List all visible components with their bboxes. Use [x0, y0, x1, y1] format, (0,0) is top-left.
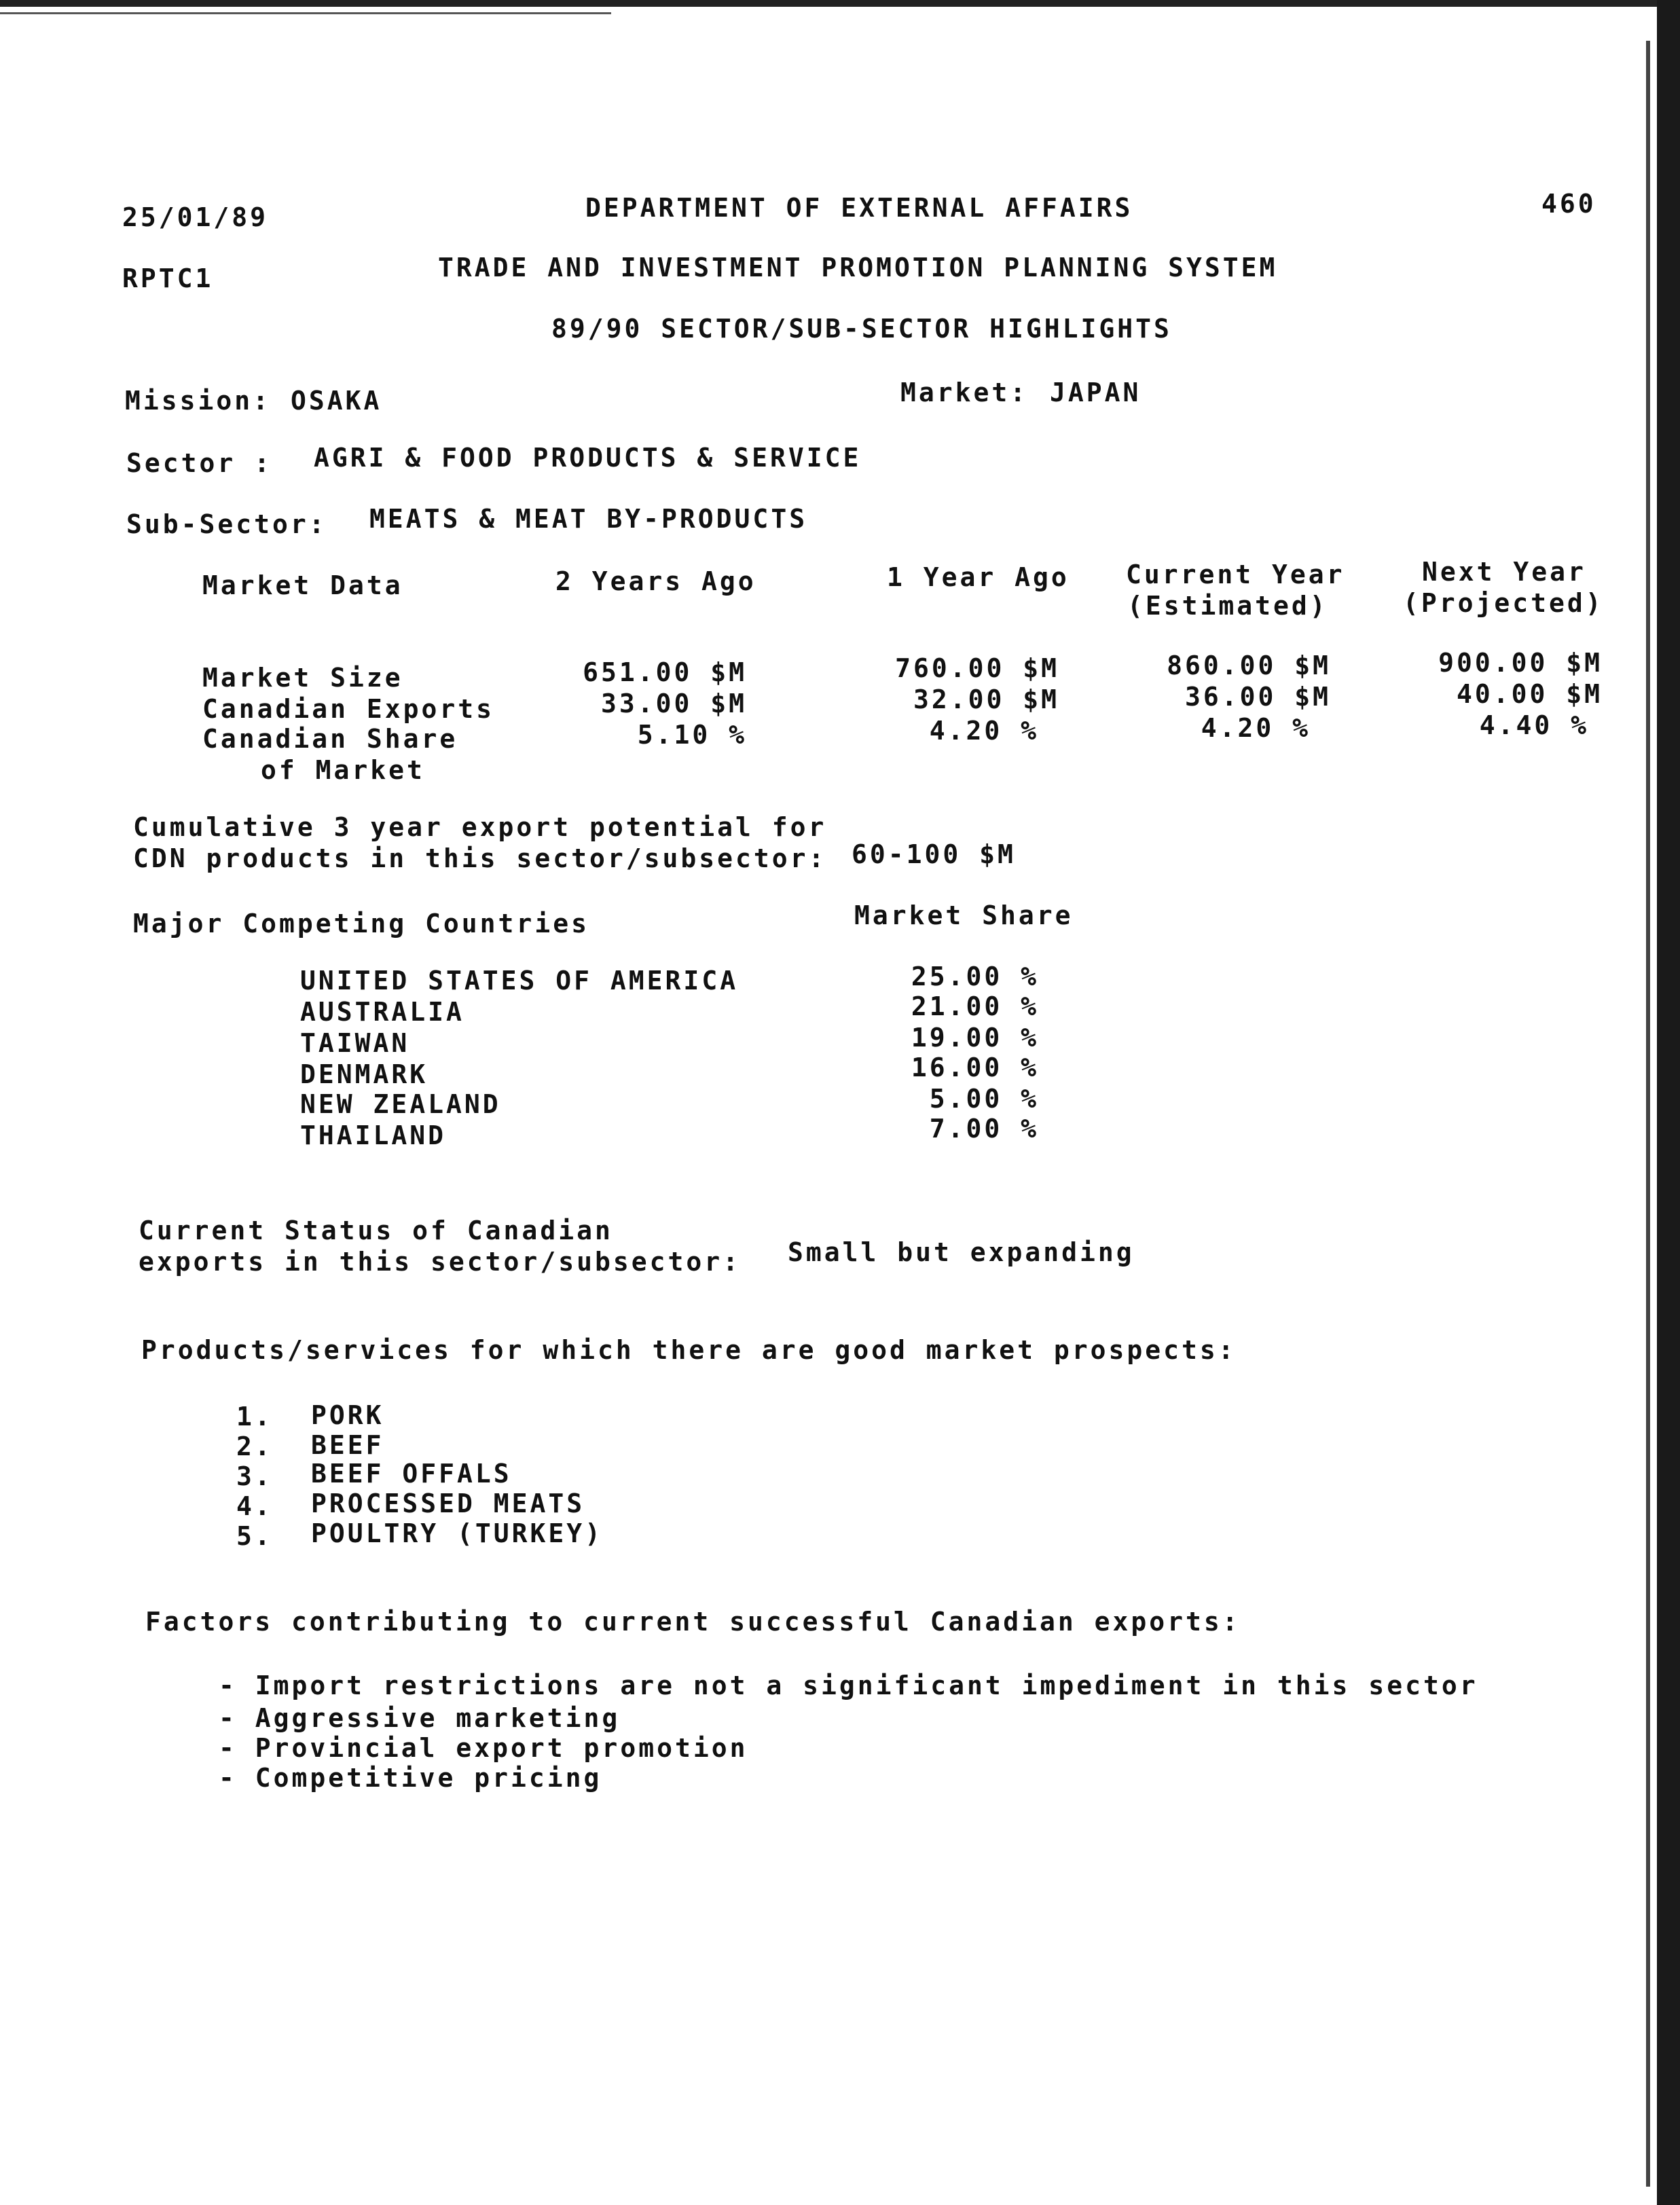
table-header-current: Current Year	[1126, 560, 1345, 589]
competitor-country: UNITED STATES OF AMERICA	[300, 966, 739, 996]
market-share-header: Market Share	[854, 900, 1074, 930]
cell-share-current: 4.20 %	[1201, 713, 1311, 743]
prospect-number: 5.	[236, 1521, 273, 1551]
cell-market-size-current: 860.00 $M	[1167, 651, 1331, 680]
prospect-item: BEEF	[311, 1430, 384, 1460]
competitor-country: DENMARK	[300, 1059, 428, 1089]
competitors-header: Major Competing Countries	[133, 909, 589, 939]
status-value: Small but expanding	[788, 1237, 1135, 1267]
row-label-of-market: of Market	[261, 755, 425, 785]
market-value: JAPAN	[1050, 378, 1142, 407]
cell-exports-current: 36.00 $M	[1184, 682, 1331, 712]
market-label: Market:	[900, 378, 1029, 407]
prospect-number: 1.	[236, 1402, 273, 1432]
scan-edge-right	[1657, 0, 1680, 2205]
subsector-label: Sub-Sector:	[126, 509, 327, 539]
potential-value: 60-100 $M	[852, 839, 1016, 869]
subsector-value: MEATS & MEAT BY-PRODUCTS	[369, 504, 808, 534]
table-header-2yrs: 2 Years Ago	[555, 566, 756, 596]
status-line2: exports in this sector/subsector:	[139, 1247, 741, 1277]
prospects-header: Products/services for which there are good market prospects:	[141, 1335, 1237, 1365]
cell-share-next: 4.40 %	[1479, 710, 1589, 740]
factor-item: - Provincial export promotion	[219, 1733, 748, 1763]
prospect-number: 2.	[236, 1432, 273, 1461]
scan-edge-shadow	[1646, 41, 1650, 2187]
factors-header: Factors contributing to current successful Canadian exports:	[145, 1607, 1241, 1637]
prospect-item: POULTRY (TURKEY)	[311, 1518, 604, 1548]
factor-item: - Competitive pricing	[219, 1763, 602, 1793]
competitor-share: 19.00 %	[911, 1023, 1039, 1053]
competitor-share: 16.00 %	[911, 1053, 1039, 1082]
report-date: 25/01/89	[122, 202, 269, 232]
status-line1: Current Status of Canadian	[139, 1216, 613, 1245]
factor-item: - Import restrictions are not a significant impediment in this sector	[219, 1671, 1478, 1700]
mission-label: Mission:	[125, 386, 272, 416]
sector-value: AGRI & FOOD PRODUCTS & SERVICE	[314, 443, 862, 473]
row-label-market-size: Market Size	[202, 663, 403, 693]
prospect-item: PROCESSED MEATS	[311, 1489, 585, 1518]
mission-value: OSAKA	[291, 386, 382, 416]
competitor-share: 25.00 %	[911, 962, 1039, 991]
factor-item: - Aggressive marketing	[219, 1703, 621, 1733]
department-title: DEPARTMENT OF EXTERNAL AFFAIRS	[585, 193, 1133, 223]
cell-exports-2yrs: 33.00 $M	[600, 689, 747, 718]
table-header-estimated: (Estimated)	[1127, 591, 1328, 621]
cell-market-size-1yr: 760.00 $M	[895, 653, 1059, 683]
report-id: RPTC1	[122, 263, 214, 293]
table-header-label: Market Data	[202, 570, 403, 600]
potential-line2: CDN products in this sector/subsector:	[133, 843, 827, 873]
scan-edge-top	[0, 0, 1680, 7]
sector-label: Sector :	[126, 448, 273, 478]
prospect-item: BEEF OFFALS	[311, 1459, 512, 1489]
row-label-canadian-exports: Canadian Exports	[202, 694, 495, 724]
competitor-country: AUSTRALIA	[300, 997, 464, 1027]
competitor-country: NEW ZEALAND	[300, 1089, 501, 1119]
competitor-share: 5.00 %	[929, 1084, 1039, 1114]
cell-share-1yr: 4.20 %	[929, 716, 1039, 746]
competitor-country: TAIWAN	[300, 1028, 410, 1058]
system-title: TRADE AND INVESTMENT PROMOTION PLANNING SYSTEM	[438, 253, 1278, 283]
competitor-country: THAILAND	[300, 1120, 447, 1150]
cell-market-size-next: 900.00 $M	[1438, 648, 1603, 678]
table-header-next: Next Year	[1422, 557, 1586, 587]
competitor-share: 7.00 %	[929, 1114, 1039, 1144]
cell-market-size-2yrs: 651.00 $M	[583, 657, 747, 687]
scan-edge-line	[0, 12, 611, 14]
cell-exports-1yr: 32.00 $M	[913, 685, 1059, 714]
competitor-share: 21.00 %	[911, 991, 1039, 1021]
table-header-1yr: 1 Year Ago	[887, 562, 1070, 592]
prospect-number: 3.	[236, 1461, 273, 1491]
prospect-number: 4.	[236, 1491, 273, 1521]
report-subtitle: 89/90 SECTOR/SUB-SECTOR HIGHLIGHTS	[551, 314, 1172, 344]
potential-line1: Cumulative 3 year export potential for	[133, 812, 827, 842]
cell-exports-next: 40.00 $M	[1456, 679, 1603, 709]
cell-share-2yrs: 5.10 %	[637, 720, 747, 750]
page-number: 460	[1541, 189, 1596, 219]
table-header-projected: (Projected)	[1403, 588, 1604, 618]
prospect-item: PORK	[311, 1400, 384, 1430]
row-label-canadian-share: Canadian Share	[202, 724, 458, 754]
